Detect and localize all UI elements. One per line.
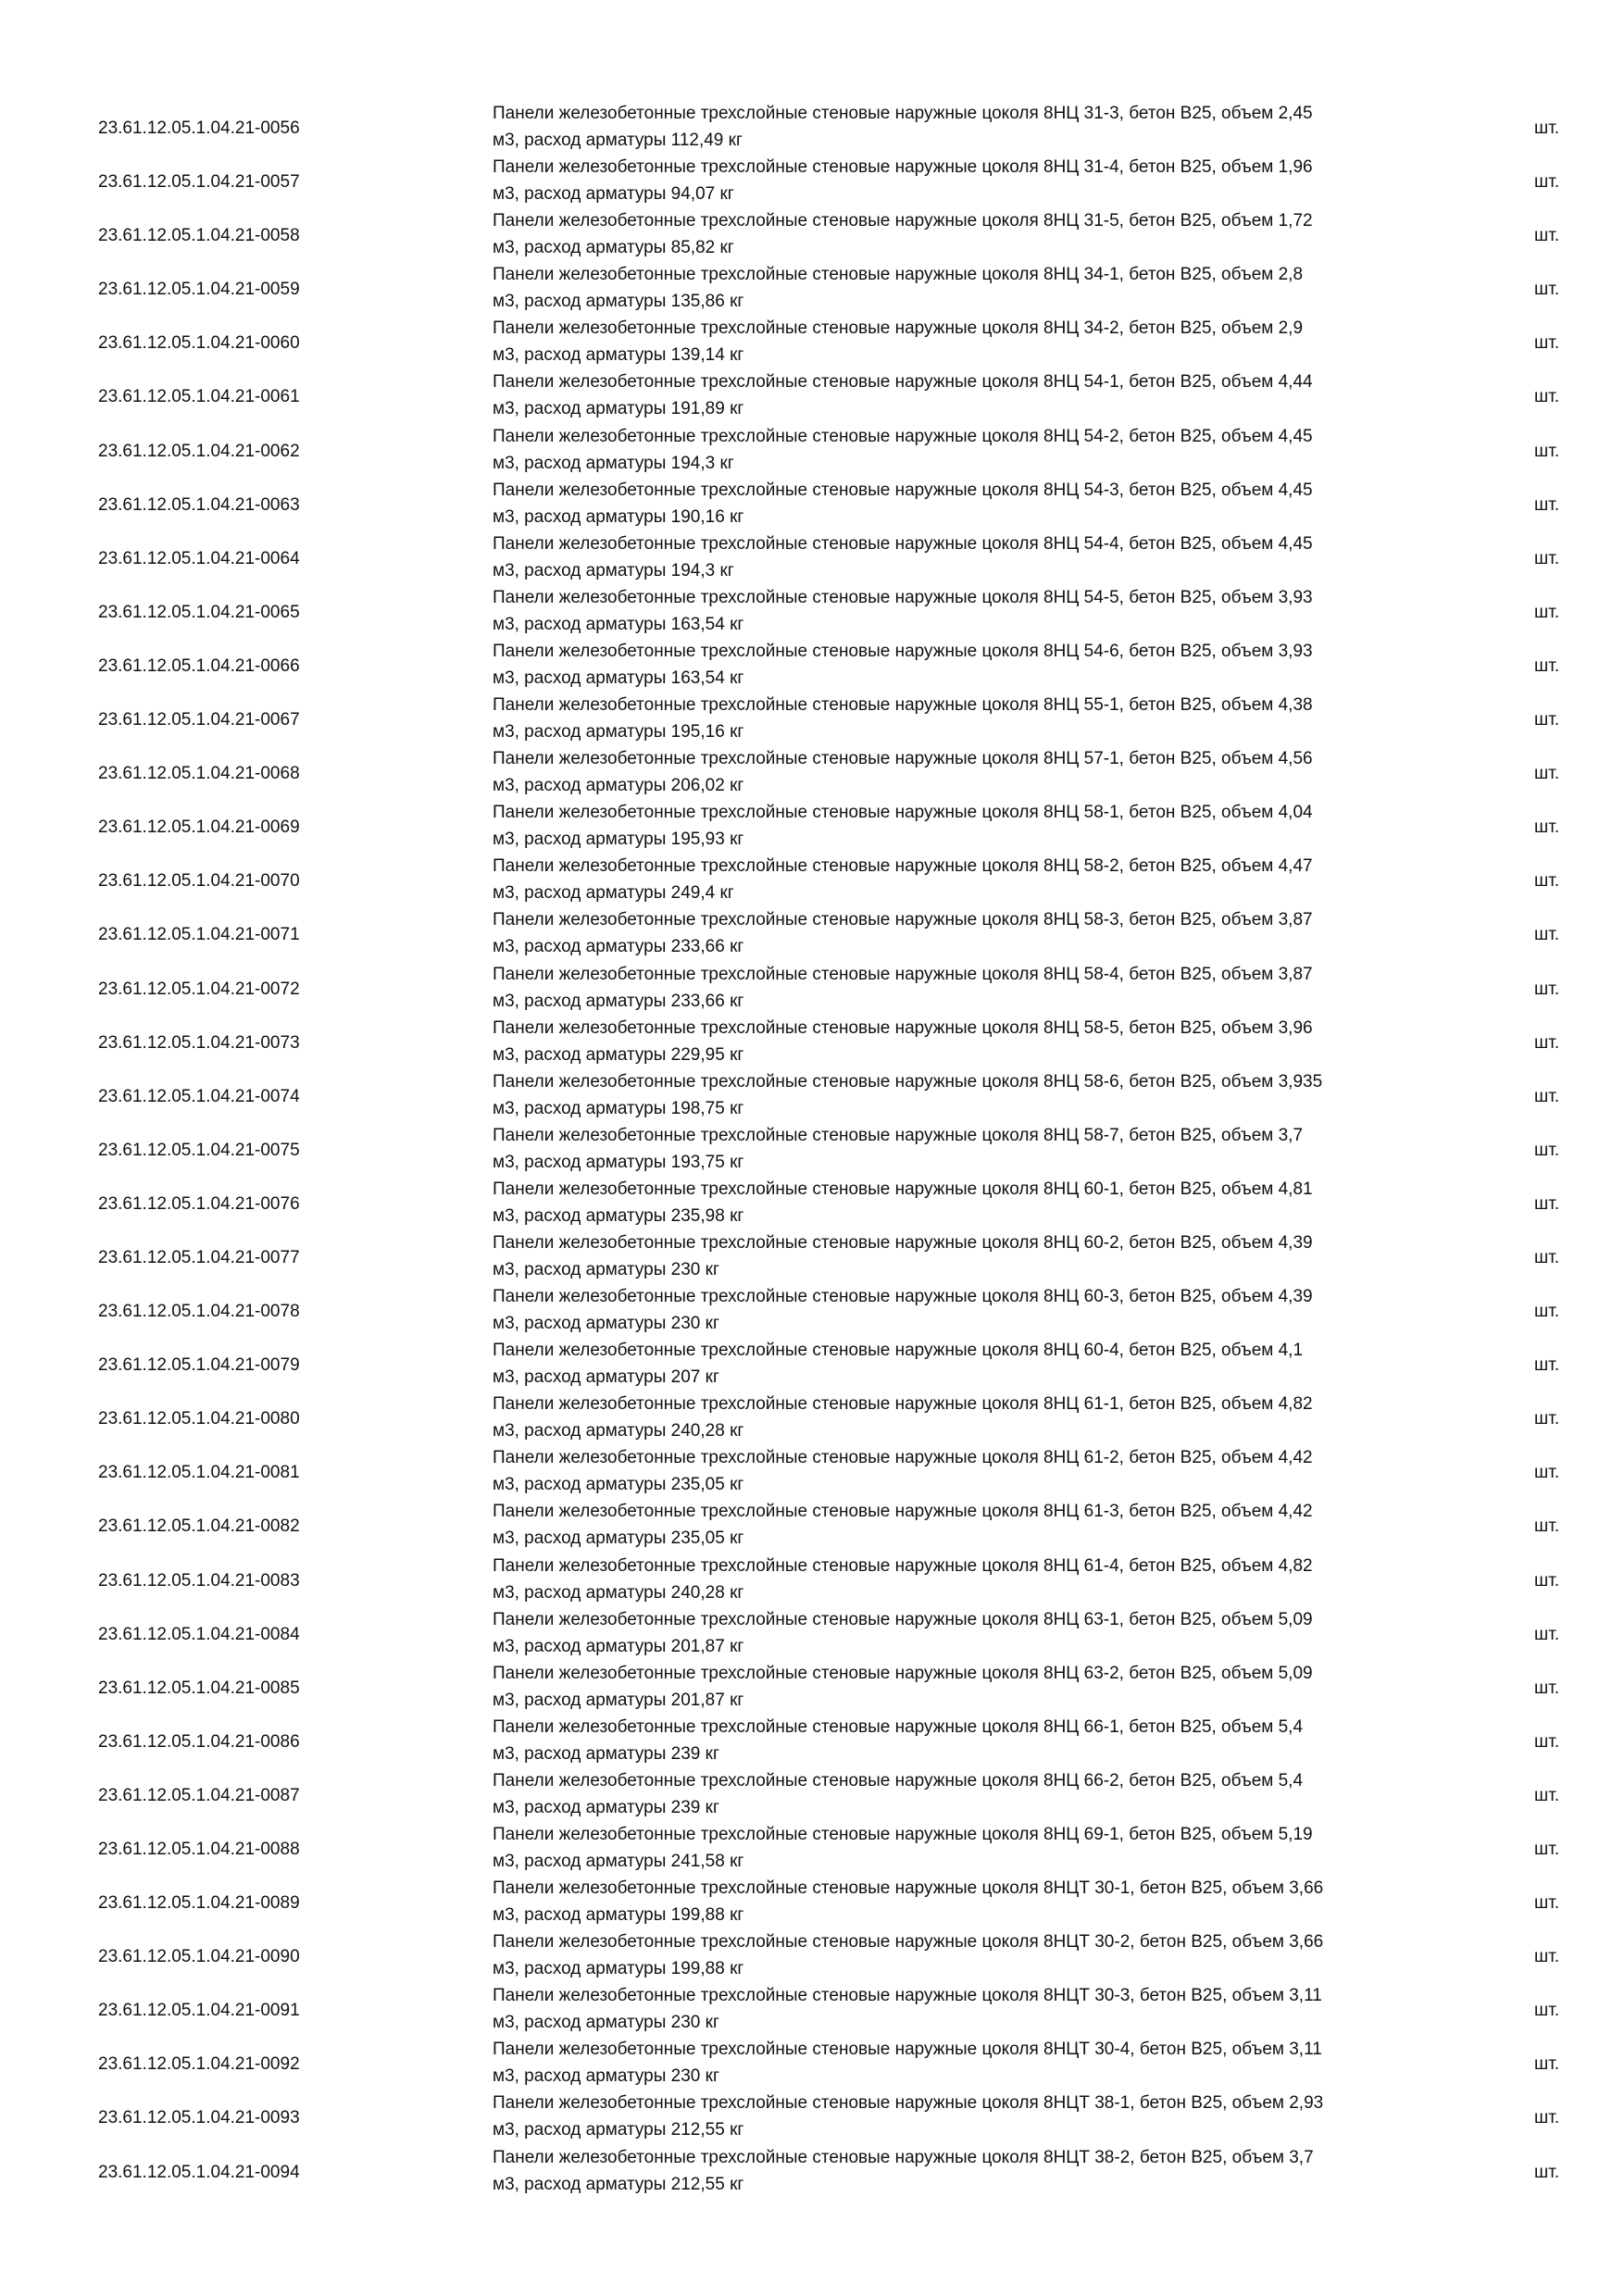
description-line-1: Панели железобетонные трехслойные стеновые наружные цоколя 8НЦ 63-1, бетон В25, объем 5,09 — [493, 1609, 1313, 1629]
price-table — [0, 100, 1624, 2198]
table-row — [0, 1714, 1624, 1767]
unit-of-measure: шт. — [1534, 387, 1560, 407]
resource-code: 23.61.12.05.1.04.21-0063 — [98, 494, 300, 515]
table-row — [0, 1015, 1624, 1068]
description-line-2: м3, расход арматуры 195,93 кг — [493, 830, 744, 850]
resource-description — [493, 100, 1474, 154]
resource-code: 23.61.12.05.1.04.21-0056 — [98, 119, 300, 138]
resource-description — [493, 1283, 1474, 1337]
description-line-2: м3, расход арматуры 135,86 кг — [493, 292, 744, 312]
table-row — [0, 1660, 1624, 1714]
description-line-2: м3, расход арматуры 212,55 кг — [493, 2120, 744, 2140]
table-row — [0, 1767, 1624, 1821]
resource-code: 23.61.12.05.1.04.21-0085 — [98, 1678, 300, 1698]
resource-code: 23.61.12.05.1.04.21-0086 — [98, 1731, 300, 1752]
table-row — [0, 638, 1624, 692]
unit-of-measure: шт. — [1534, 1893, 1560, 1914]
resource-code: 23.61.12.05.1.04.21-0091 — [98, 2001, 300, 2021]
resource-description — [493, 2090, 1474, 2143]
description-line-1: Панели железобетонные трехслойные стеновые наружные цоколя 8НЦ 54-3, бетон В25, объем 4,45 — [493, 480, 1313, 500]
resource-code: 23.61.12.05.1.04.21-0087 — [98, 1785, 300, 1805]
unit-of-measure: шт. — [1534, 494, 1560, 515]
description-line-2: м3, расход арматуры 239 кг — [493, 1743, 719, 1764]
description-line-1: Панели железобетонные трехслойные стеновые наружные цоколя 8НЦТ 30-4, бетон В25, объем 3,11 — [493, 2040, 1322, 2060]
table-row — [0, 1122, 1624, 1176]
resource-description — [493, 1928, 1474, 1982]
description-line-1: Панели железобетонные трехслойные стеновые наружные цоколя 8НЦ 60-3, бетон В25, объем 4,39 — [493, 1287, 1313, 1307]
table-row — [0, 1391, 1624, 1444]
resource-code: 23.61.12.05.1.04.21-0093 — [98, 2108, 300, 2128]
description-line-2: м3, расход арматуры 199,88 кг — [493, 1905, 744, 1926]
description-line-2: м3, расход арматуры 190,16 кг — [493, 506, 744, 527]
resource-description — [493, 368, 1474, 422]
resource-description — [493, 799, 1474, 853]
resource-code: 23.61.12.05.1.04.21-0076 — [98, 1193, 300, 1214]
unit-of-measure: шт. — [1534, 1247, 1560, 1267]
unit-of-measure: шт. — [1534, 817, 1560, 838]
unit-of-measure: шт. — [1534, 602, 1560, 622]
description-line-2: м3, расход арматуры 94,07 кг — [493, 184, 734, 205]
description-line-2: м3, расход арматуры 235,05 кг — [493, 1475, 744, 1495]
table-row — [0, 1068, 1624, 1122]
unit-of-measure: шт. — [1534, 1409, 1560, 1429]
unit-of-measure: шт. — [1534, 1032, 1560, 1053]
description-line-1: Панели железобетонные трехслойные стеновые наружные цоколя 8НЦ 60-2, бетон В25, объем 4,39 — [493, 1232, 1313, 1253]
table-row — [0, 1229, 1624, 1283]
resource-description — [493, 1068, 1474, 1122]
description-line-1: Панели железобетонные трехслойные стеновые наружные цоколя 8НЦТ 30-3, бетон В25, объем 3,11 — [493, 1986, 1322, 2006]
description-line-1: Панели железобетонные трехслойные стеновые наружные цоколя 8НЦ 31-5, бетон В25, объем 1,72 — [493, 211, 1313, 231]
table-row — [0, 368, 1624, 422]
description-line-1: Панели железобетонные трехслойные стеновые наружные цоколя 8НЦ 61-3, бетон В25, объем 4,42 — [493, 1502, 1313, 1522]
table-row — [0, 584, 1624, 638]
description-line-1: Панели железобетонные трехслойные стеновые наружные цоколя 8НЦ 58-5, бетон В25, объем 3,96 — [493, 1017, 1313, 1038]
resource-code: 23.61.12.05.1.04.21-0079 — [98, 1355, 300, 1376]
resource-code: 23.61.12.05.1.04.21-0059 — [98, 280, 300, 300]
description-line-2: м3, расход арматуры 194,3 кг — [493, 560, 734, 580]
unit-of-measure: шт. — [1534, 1463, 1560, 1483]
description-line-1: Панели железобетонные трехслойные стеновые наружные цоколя 8НЦТ 38-2, бетон В25, объем 3,7 — [493, 2147, 1314, 2167]
description-line-2: м3, расход арматуры 199,88 кг — [493, 1959, 744, 1979]
table-row — [0, 2036, 1624, 2090]
resource-description — [493, 423, 1474, 477]
description-line-2: м3, расход арматуры 240,28 кг — [493, 1421, 744, 1441]
description-line-1: Панели железобетонные трехслойные стеновые наружные цоколя 8НЦТ 30-2, бетон В25, объем 3,66 — [493, 1932, 1324, 1953]
unit-of-measure: шт. — [1534, 1516, 1560, 1537]
description-line-1: Панели железобетонные трехслойные стеновые наружные цоколя 8НЦ 60-4, бетон В25, объем 4,1 — [493, 1341, 1304, 1361]
description-line-2: м3, расход арматуры 233,66 кг — [493, 991, 744, 1011]
unit-of-measure: шт. — [1534, 925, 1560, 945]
description-line-2: м3, расход арматуры 230 кг — [493, 1314, 719, 1334]
resource-description — [493, 1875, 1474, 1928]
unit-of-measure: шт. — [1534, 1355, 1560, 1376]
table-row — [0, 2090, 1624, 2143]
description-line-1: Панели железобетонные трехслойные стеновые наружные цоколя 8НЦ 58-7, бетон В25, объем 3,7 — [493, 1125, 1304, 1145]
description-line-2: м3, расход арматуры 163,54 кг — [493, 614, 744, 634]
table-row — [0, 692, 1624, 745]
description-line-1: Панели железобетонные трехслойные стеновые наружные цоколя 8НЦ 54-1, бетон В25, объем 4,44 — [493, 372, 1313, 393]
resource-description — [493, 1176, 1474, 1229]
unit-of-measure: шт. — [1534, 764, 1560, 784]
description-line-1: Панели железобетонные трехслойные стеновые наружные цоколя 8НЦ 34-2, бетон В25, объем 2,9 — [493, 318, 1304, 339]
unit-of-measure: шт. — [1534, 1624, 1560, 1644]
resource-description — [493, 477, 1474, 530]
unit-of-measure: шт. — [1534, 226, 1560, 246]
unit-of-measure: шт. — [1534, 979, 1560, 999]
table-row — [0, 1875, 1624, 1928]
resource-description — [493, 1553, 1474, 1606]
unit-of-measure: шт. — [1534, 1947, 1560, 1967]
resource-description — [493, 692, 1474, 745]
resource-description — [493, 1606, 1474, 1660]
description-line-2: м3, расход арматуры 229,95 кг — [493, 1044, 744, 1065]
resource-description — [493, 745, 1474, 799]
description-line-1: Панели железобетонные трехслойные стеновые наружные цоколя 8НЦ 58-4, бетон В25, объем 3,87 — [493, 964, 1313, 984]
unit-of-measure: шт. — [1534, 1785, 1560, 1805]
resource-code: 23.61.12.05.1.04.21-0081 — [98, 1463, 300, 1483]
table-row — [0, 799, 1624, 853]
resource-description — [493, 1444, 1474, 1498]
resource-code: 23.61.12.05.1.04.21-0092 — [98, 2054, 300, 2075]
description-line-2: м3, расход арматуры 249,4 кг — [493, 883, 734, 904]
table-row — [0, 1337, 1624, 1391]
resource-description — [493, 2036, 1474, 2090]
resource-description — [493, 853, 1474, 906]
description-line-1: Панели железобетонные трехслойные стеновые наружные цоколя 8НЦ 61-2, бетон В25, объем 4,42 — [493, 1448, 1313, 1468]
resource-code: 23.61.12.05.1.04.21-0062 — [98, 441, 300, 461]
resource-code: 23.61.12.05.1.04.21-0094 — [98, 2162, 300, 2182]
unit-of-measure: шт. — [1534, 1302, 1560, 1322]
resource-description — [493, 2144, 1474, 2198]
unit-of-measure: шт. — [1534, 172, 1560, 193]
description-line-1: Панели железобетонные трехслойные стеновые наружные цоколя 8НЦТ 30-1, бетон В25, объем 3,66 — [493, 1878, 1324, 1899]
unit-of-measure: шт. — [1534, 1678, 1560, 1698]
table-row — [0, 1444, 1624, 1498]
description-line-1: Панели железобетонные трехслойные стеновые наружные цоколя 8НЦ 69-1, бетон В25, объем 5,19 — [493, 1825, 1313, 1844]
resource-code: 23.61.12.05.1.04.21-0064 — [98, 548, 300, 568]
description-line-2: м3, расход арматуры 240,28 кг — [493, 1582, 744, 1603]
resource-code: 23.61.12.05.1.04.21-0075 — [98, 1140, 300, 1160]
resource-code: 23.61.12.05.1.04.21-0071 — [98, 925, 300, 945]
resource-code: 23.61.12.05.1.04.21-0084 — [98, 1624, 300, 1644]
description-line-1: Панели железобетонные трехслойные стеновые наружные цоколя 8НЦ 58-3, бетон В25, объем 3,87 — [493, 910, 1313, 930]
resource-description — [493, 1821, 1474, 1875]
resource-description — [493, 530, 1474, 584]
resource-code: 23.61.12.05.1.04.21-0066 — [98, 655, 300, 676]
description-line-2: м3, расход арматуры 230 кг — [493, 2066, 719, 2087]
unit-of-measure: шт. — [1534, 2001, 1560, 2021]
description-line-2: м3, расход арматуры 207 кг — [493, 1367, 719, 1388]
unit-of-measure: шт. — [1534, 548, 1560, 568]
table-row — [0, 154, 1624, 207]
description-line-1: Панели железобетонные трехслойные стеновые наружные цоколя 8НЦ 66-1, бетон В25, объем 5,4 — [493, 1716, 1304, 1737]
unit-of-measure: шт. — [1534, 1570, 1560, 1591]
description-line-1: Панели железобетонные трехслойные стеновые наружные цоколя 8НЦ 54-4, бетон В25, объем 4,45 — [493, 533, 1313, 554]
unit-of-measure: шт. — [1534, 1086, 1560, 1106]
description-line-2: м3, расход арматуры 230 кг — [493, 2013, 719, 2033]
description-line-1: Панели железобетонные трехслойные стеновые наружные цоколя 8НЦ 61-4, бетон В25, объем 4,82 — [493, 1555, 1313, 1576]
resource-description — [493, 207, 1474, 261]
resource-code: 23.61.12.05.1.04.21-0058 — [98, 226, 300, 246]
description-line-1: Панели железобетонные трехслойные стеновые наружные цоколя 8НЦ 61-1, бетон В25, объем 4,82 — [493, 1394, 1313, 1415]
resource-code: 23.61.12.05.1.04.21-0065 — [98, 602, 300, 622]
resource-code: 23.61.12.05.1.04.21-0067 — [98, 710, 300, 730]
resource-code: 23.61.12.05.1.04.21-0090 — [98, 1947, 300, 1967]
description-line-2: м3, расход арматуры 112,49 кг — [493, 131, 743, 150]
description-line-2: м3, расход арматуры 206,02 кг — [493, 776, 744, 796]
resource-description — [493, 1337, 1474, 1391]
resource-code: 23.61.12.05.1.04.21-0088 — [98, 1840, 300, 1859]
description-line-1: Панели железобетонные трехслойные стеновые наружные цоколя 8НЦ 31-3, бетон В25, объем 2,45 — [493, 104, 1313, 123]
table-row — [0, 1498, 1624, 1552]
description-line-2: м3, расход арматуры 139,14 кг — [493, 345, 744, 366]
description-line-2: м3, расход арматуры 230 кг — [493, 1259, 719, 1279]
resource-code: 23.61.12.05.1.04.21-0060 — [98, 333, 300, 354]
table-row — [0, 1928, 1624, 1982]
description-line-1: Панели железобетонные трехслойные стеновые наружные цоколя 8НЦ 54-5, бетон В25, объем 3,93 — [493, 587, 1313, 607]
description-line-2: м3, расход арматуры 198,75 кг — [493, 1098, 744, 1118]
resource-code: 23.61.12.05.1.04.21-0074 — [98, 1086, 300, 1106]
table-row — [0, 261, 1624, 315]
table-row — [0, 1606, 1624, 1660]
resource-code: 23.61.12.05.1.04.21-0089 — [98, 1893, 300, 1914]
table-row — [0, 745, 1624, 799]
unit-of-measure: шт. — [1534, 2054, 1560, 2075]
unit-of-measure: шт. — [1534, 333, 1560, 354]
resource-description — [493, 638, 1474, 692]
description-line-1: Панели железобетонные трехслойные стеновые наружные цоколя 8НЦ 58-6, бетон В25, объем 3,935 — [493, 1071, 1323, 1092]
table-row — [0, 100, 1624, 154]
resource-code: 23.61.12.05.1.04.21-0070 — [98, 871, 300, 892]
table-row — [0, 853, 1624, 906]
description-line-2: м3, расход арматуры 85,82 кг — [493, 238, 734, 258]
resource-description — [493, 261, 1474, 315]
description-line-1: Панели железобетонные трехслойные стеновые наружные цоколя 8НЦ 34-1, бетон В25, объем 2,8 — [493, 265, 1304, 285]
description-line-1: Панели железобетонные трехслойные стеновые наружные цоколя 8НЦ 58-2, бетон В25, объем 4,47 — [493, 856, 1313, 877]
description-line-2: м3, расход арматуры 212,55 кг — [493, 2174, 744, 2194]
resource-description — [493, 1015, 1474, 1068]
table-row — [0, 1982, 1624, 2036]
resource-description — [493, 1982, 1474, 2036]
resource-code: 23.61.12.05.1.04.21-0068 — [98, 764, 300, 784]
table-row — [0, 477, 1624, 530]
description-line-2: м3, расход арматуры 235,98 кг — [493, 1205, 744, 1226]
resource-description — [493, 154, 1474, 207]
resource-code: 23.61.12.05.1.04.21-0069 — [98, 817, 300, 838]
table-row — [0, 530, 1624, 584]
unit-of-measure: шт. — [1534, 2108, 1560, 2128]
resource-description — [493, 961, 1474, 1015]
resource-description — [493, 1660, 1474, 1714]
description-line-1: Панели железобетонные трехслойные стеновые наружные цоколя 8НЦ 31-4, бетон В25, объем 1,96 — [493, 157, 1313, 178]
table-row — [0, 315, 1624, 368]
description-line-1: Панели железобетонные трехслойные стеновые наружные цоколя 8НЦ 58-1, бетон В25, объем 4,04 — [493, 803, 1313, 823]
unit-of-measure: шт. — [1534, 1731, 1560, 1752]
description-line-2: м3, расход арматуры 233,66 кг — [493, 937, 744, 957]
resource-description — [493, 315, 1474, 368]
resource-code: 23.61.12.05.1.04.21-0061 — [98, 387, 300, 407]
resource-description — [493, 1229, 1474, 1283]
description-line-2: м3, расход арматуры 193,75 кг — [493, 1152, 744, 1172]
description-line-1: Панели железобетонные трехслойные стеновые наружные цоколя 8НЦ 66-2, бетон В25, объем 5,4 — [493, 1770, 1304, 1791]
resource-description — [493, 1391, 1474, 1444]
unit-of-measure: шт. — [1534, 1840, 1560, 1859]
unit-of-measure: шт. — [1534, 655, 1560, 676]
unit-of-measure: шт. — [1534, 441, 1560, 461]
resource-code: 23.61.12.05.1.04.21-0072 — [98, 979, 300, 999]
resource-description — [493, 1714, 1474, 1767]
resource-code: 23.61.12.05.1.04.21-0077 — [98, 1247, 300, 1267]
resource-description — [493, 906, 1474, 960]
resource-code: 23.61.12.05.1.04.21-0083 — [98, 1570, 300, 1591]
resource-code: 23.61.12.05.1.04.21-0082 — [98, 1516, 300, 1537]
description-line-2: м3, расход арматуры 239 кг — [493, 1797, 719, 1817]
resource-code: 23.61.12.05.1.04.21-0073 — [98, 1032, 300, 1053]
description-line-1: Панели железобетонные трехслойные стеновые наружные цоколя 8НЦ 63-2, бетон В25, объем 5,09 — [493, 1663, 1313, 1683]
description-line-2: м3, расход арматуры 163,54 кг — [493, 668, 744, 688]
description-line-1: Панели железобетонные трехслойные стеновые наружные цоколя 8НЦ 54-6, бетон В25, объем 3,93 — [493, 641, 1313, 661]
description-line-2: м3, расход арматуры 235,05 кг — [493, 1529, 744, 1549]
table-row — [0, 423, 1624, 477]
description-line-2: м3, расход арматуры 194,3 кг — [493, 453, 734, 473]
table-row — [0, 1283, 1624, 1337]
unit-of-measure: шт. — [1534, 1193, 1560, 1214]
description-line-1: Панели железобетонные трехслойные стеновые наружные цоколя 8НЦТ 38-1, бетон В25, объем 2,93 — [493, 2093, 1324, 2114]
description-line-1: Панели железобетонные трехслойные стеновые наружные цоколя 8НЦ 55-1, бетон В25, объем 4,38 — [493, 695, 1313, 716]
description-line-2: м3, расход арматуры 201,87 кг — [493, 1636, 744, 1656]
description-line-1: Панели железобетонные трехслойные стеновые наружные цоколя 8НЦ 57-1, бетон В25, объем 4,56 — [493, 749, 1313, 769]
description-line-1: Панели железобетонные трехслойные стеновые наружные цоколя 8НЦ 60-1, бетон В25, объем 4,81 — [493, 1179, 1313, 1199]
unit-of-measure: шт. — [1534, 710, 1560, 730]
description-line-2: м3, расход арматуры 191,89 кг — [493, 399, 744, 419]
description-line-2: м3, расход арматуры 241,58 кг — [493, 1852, 744, 1871]
unit-of-measure: шт. — [1534, 119, 1560, 138]
table-row — [0, 1553, 1624, 1606]
table-row — [0, 207, 1624, 261]
resource-code: 23.61.12.05.1.04.21-0057 — [98, 172, 300, 193]
table-row — [0, 2144, 1624, 2198]
resource-description — [493, 1767, 1474, 1821]
description-line-1: Панели железобетонные трехслойные стеновые наружные цоколя 8НЦ 54-2, бетон В25, объем 4,45 — [493, 426, 1313, 446]
unit-of-measure: шт. — [1534, 280, 1560, 300]
resource-description — [493, 1498, 1474, 1552]
resource-description — [493, 584, 1474, 638]
table-row — [0, 961, 1624, 1015]
unit-of-measure: шт. — [1534, 2162, 1560, 2182]
table-row — [0, 1176, 1624, 1229]
table-row — [0, 1821, 1624, 1875]
resource-code: 23.61.12.05.1.04.21-0078 — [98, 1302, 300, 1322]
description-line-2: м3, расход арматуры 201,87 кг — [493, 1690, 744, 1710]
unit-of-measure: шт. — [1534, 1140, 1560, 1160]
resource-description — [493, 1122, 1474, 1176]
description-line-2: м3, расход арматуры 195,16 кг — [493, 722, 744, 742]
resource-code: 23.61.12.05.1.04.21-0080 — [98, 1409, 300, 1429]
table-row — [0, 906, 1624, 960]
unit-of-measure: шт. — [1534, 871, 1560, 892]
